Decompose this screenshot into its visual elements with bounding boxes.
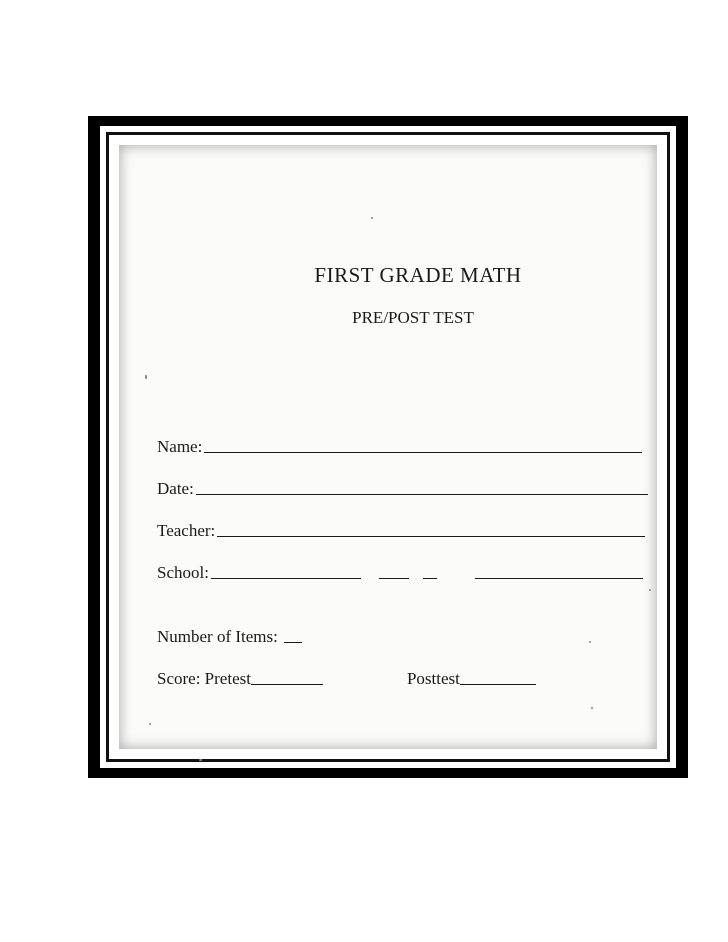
school-line[interactable] [211, 577, 643, 579]
name-field[interactable] [157, 437, 642, 457]
name-label: Name: [157, 437, 203, 456]
date-field[interactable] [157, 479, 648, 499]
teacher-line[interactable] [217, 535, 645, 537]
items-label: Number of Items: [157, 627, 278, 646]
frame-inner-border [106, 132, 670, 762]
scanned-page [119, 145, 657, 749]
document-frame [88, 116, 688, 778]
frame-gap [100, 126, 676, 768]
page-subtitle: PRE/POST TEST [352, 308, 474, 327]
name-line[interactable] [204, 451, 642, 453]
teacher-field[interactable] [157, 521, 645, 541]
teacher-label: Teacher: [157, 521, 216, 540]
school-field[interactable] [157, 563, 643, 583]
scan-speck [149, 723, 151, 725]
pretest-label: Score: Pretest [157, 669, 251, 688]
pretest-line[interactable] [251, 684, 323, 685]
scan-speck [371, 217, 373, 219]
date-label: Date: [157, 479, 194, 498]
date-line[interactable] [196, 493, 648, 495]
items-line[interactable] [284, 642, 302, 643]
scan-speck [649, 589, 651, 591]
page-title: FIRST GRADE MATH [314, 263, 522, 287]
score-row [157, 669, 536, 689]
posttest-label: Posttest [406, 669, 460, 688]
school-label: School: [157, 563, 209, 582]
scan-speck [199, 759, 202, 761]
scan-speck [145, 375, 147, 379]
scan-speck [591, 707, 593, 709]
scan-speck [589, 641, 591, 643]
number-of-items [157, 627, 302, 647]
posttest-line[interactable] [460, 684, 536, 685]
